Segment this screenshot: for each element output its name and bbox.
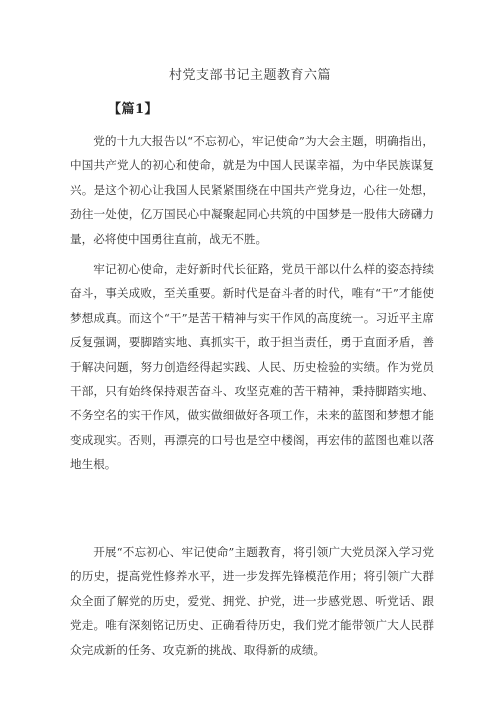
paragraph-1: 党的十九大报告以“不忘初心，牢记使命”为大会主题，明确指出，中国共产党人的初心和使命，就是为中国人民谋幸福，为中华民族谋复兴。是这个初心让我国人民紧紧围绕在中国共产党身边，心往一处想，劲往一处使，亿万国民心中凝聚起同心共筑的中国梦是一股伟大磅礴力量，必将使中国勇往直前，战无不胜。 <box>70 134 434 246</box>
paragraph-2: 牢记初心使命，走好新时代长征路，党员干部以什么样的姿态持续奋斗，事关成败，至关重要。新时代是奋斗者的时代，唯有“干”才能使梦想成真。而这个“干”是苦干精神与实干作风的高度统一。习近平主席反复强调，要脚踏实地、真抓实干，敢于担当责任，勇于直面矛盾，善于解决问题，努力创造经得起实践、人民、历史检验的实绩。作为党员干部，只有始终保持艰苦奋斗、攻坚克难的苦干精神，秉持脚踏实地、不务空名的实干作风，做实做细做好各项工作，未来的蓝图和梦想才能变成现实。否则，再漂亮的口号也是空中楼阁，再宏伟的蓝图也难以落地生根。 <box>70 262 434 472</box>
section-heading: 【篇1】 <box>108 102 159 117</box>
paragraph-3: 开展“不忘初心、牢记使命”主题教育，将引领广大党员深入学习党的历史，提高党性修养水平，进一步发挥先锋模范作用；将引领广大群众全面了解党的历史，爱党、拥党、护党，进一步感党恩、听党话、跟党走。唯有深刻铭记历史、正确看待历史，我们党才能带领广大人民群众完成新的任务、攻克新的挑战、取得新的成绩。 <box>70 545 434 657</box>
document-title: 村党支部书记主题教育六篇 <box>168 68 331 83</box>
